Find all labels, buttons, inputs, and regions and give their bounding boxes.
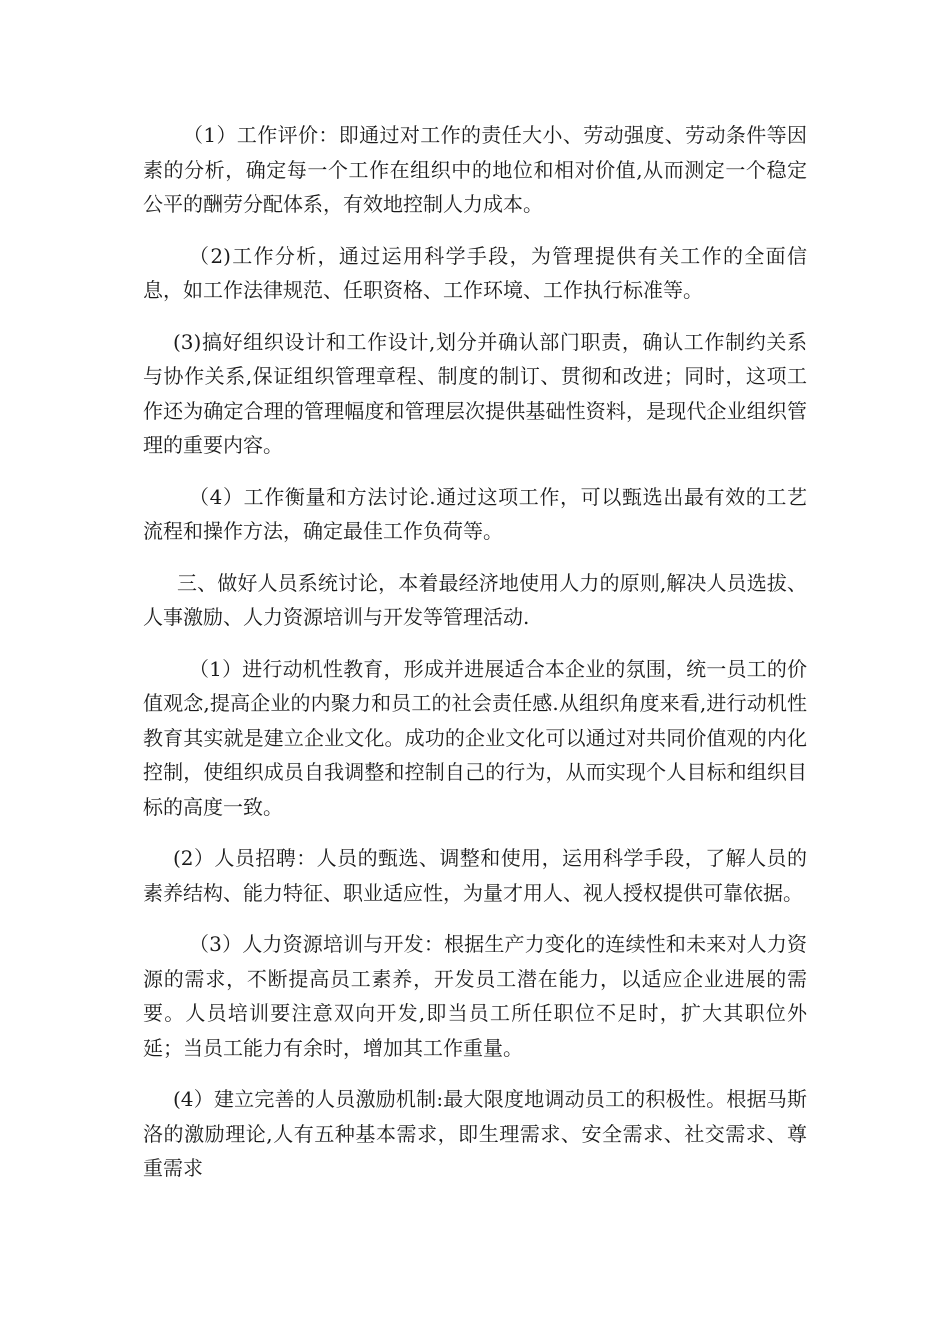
paragraph-training-development: （3）人力资源培训与开发：根据生产力变化的连续性和未来对人力资源的需求，不断提高员工素养，开发员工潜在能力，以适应企业进展的需要。人员培训要注意双向开发,即当员工所任职位不足时，扩大其职位外延；当员工能力有余时，增加其工作重量。 xyxy=(143,932,807,1060)
paragraph-motivational-education: （1）进行动机性教育，形成并进展适合本企业的氛围，统一员工的价值观念,提高企业的内聚力和员工的社会责任感.从组织角度来看,进行动机性教育其实就是建立企业文化。成功的企业文化可以通过对共同价值观的内化控制，使组织成员自我调整和控制自己的行为，从而实现个人目标和组织目标的高度一致。 xyxy=(143,656,807,819)
paragraph-job-evaluation: （1）工作评价：即通过对工作的责任大小、劳动强度、劳动条件等因素的分析，确定每一个工作在组织中的地位和相对价值,从而测定一个稳定公平的酬劳分配体系，有效地控制人力成本。 xyxy=(143,123,807,216)
paragraph-recruitment: (2）人员招聘：人员的甄选、调整和使用，运用科学手段，了解人员的素养结构、能力特征、职业适应性，为量才用人、视人授权提供可靠依据。 xyxy=(143,846,807,905)
paragraph-job-analysis: （2)工作分析，通过运用科学手段，为管理提供有关工作的全面信息，如工作法律规范、任职资格、工作环境、工作执行标准等。 xyxy=(143,243,807,302)
paragraph-section-three-heading: 三、做好人员系统讨论，本着最经济地使用人力的原则,解决人员选拔、人事激励、人力资源培训与开发等管理活动. xyxy=(143,570,807,629)
paragraph-org-design: (3)搞好组织设计和工作设计,划分并确认部门职责，确认工作制约关系与协作关系,保证组织管理章程、制度的制订、贯彻和改进；同时，这项工作还为确定合理的管理幅度和管理层次提供基础性资料，是现代企业组织管理的重要内容。 xyxy=(143,329,807,457)
paragraph-work-measurement: （4）工作衡量和方法讨论.通过这项工作，可以甄选出最有效的工艺流程和操作方法，确定最佳工作负荷等。 xyxy=(143,484,807,543)
document-body xyxy=(143,118,807,1203)
paragraph-incentive-mechanism: (4）建立完善的人员激励机制:最大限度地调动员工的积极性。根据马斯洛的激励理论,人有五种基本需求，即生理需求、安全需求、社交需求、尊重需求 xyxy=(143,1087,807,1180)
